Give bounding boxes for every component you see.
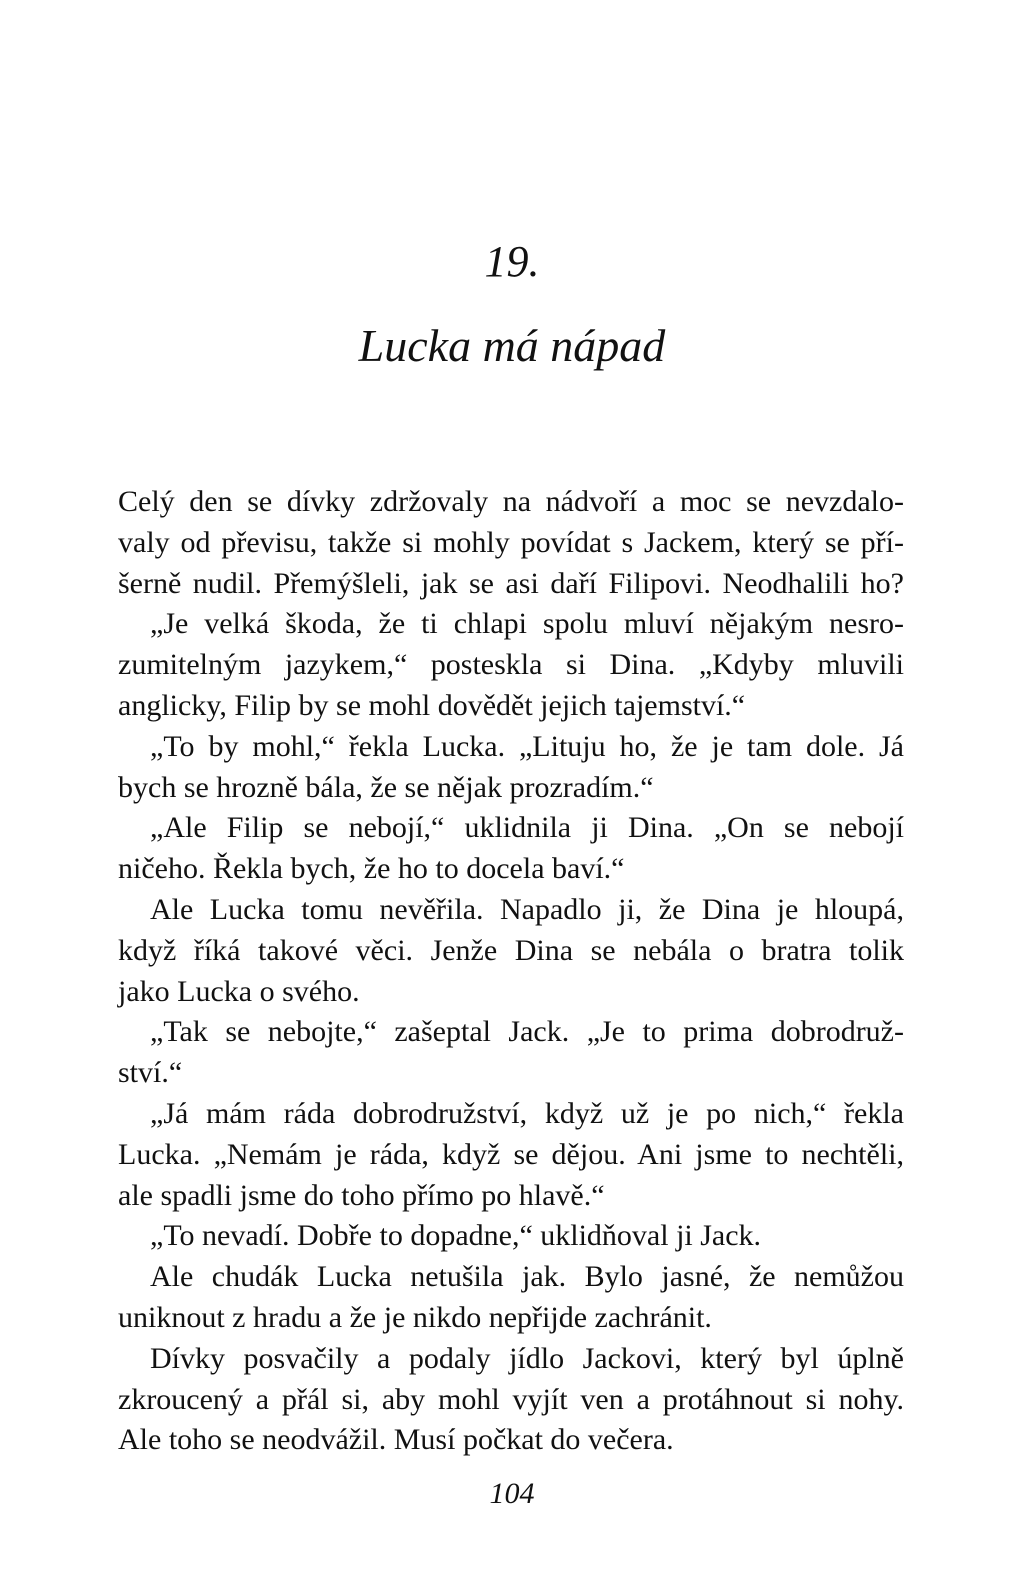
text-line: zumitelným jazykem,“ posteskla si Dina. „Kdyby mluvili: [118, 648, 904, 682]
text-line: „To nevadí. Dobře to dopadne,“ uklidňoval ji Jack.: [150, 1219, 762, 1253]
text-line: uniknout z hradu a že je nikdo nepřijde zachránit.: [118, 1300, 712, 1334]
text-line: Ale toho se neodvážil. Musí počkat do večera.: [118, 1423, 674, 1457]
text-line: Ale chudák Lucka netušila jak. Bylo jasné, že nemůžou: [150, 1260, 904, 1294]
page-number: 104: [489, 1477, 535, 1510]
text-line: ničeho. Řekla bych, že ho to docela baví.“: [118, 852, 625, 886]
text-line: Dívky posvačily a podaly jídlo Jackovi, který byl úplně: [150, 1341, 904, 1375]
text-line: jako Lucka o svého.: [118, 974, 360, 1008]
chapter-title: Lucka má nápad: [358, 320, 666, 371]
text-line: ství.“: [118, 1056, 183, 1090]
text-line: „Tak se nebojte,“ zašeptal Jack. „Je to prima dobrodruž-: [150, 1015, 904, 1049]
text-line: valy od převisu, takže si mohly povídat s Jackem, který se pří-: [118, 525, 904, 559]
text-line: anglicky, Filip by se mohl dovědět jejich tajemství.“: [118, 688, 746, 722]
text-line: Lucka. „Nemám je ráda, když se dějou. Ani jsme to nechtěli,: [118, 1137, 904, 1171]
chapter-number: 19.: [484, 237, 540, 286]
text-line: zkroucený a přál si, aby mohl vyjít ven a protáhnout si nohy.: [118, 1382, 904, 1416]
chapter-body: [118, 482, 904, 1461]
text-line: Celý den se dívky zdržovaly na nádvoří a moc se nevzdalo-: [118, 485, 904, 518]
text-line: když říká takové věci. Jenže Dina se nebála o bratra tolik: [118, 933, 904, 967]
text-line: „Ale Filip se nebojí,“ uklidnila ji Dina. „On se nebojí: [150, 811, 904, 845]
text-line: šerně nudil. Přemýšleli, jak se asi daří Filipovi. Neodhalili ho?: [118, 566, 904, 600]
text-line: „Já mám ráda dobrodružství, když už je po nich,“ řekla: [150, 1096, 904, 1130]
text-line: „To by mohl,“ řekla Lucka. „Lituju ho, že je tam dole. Já: [150, 729, 904, 763]
text-line: Ale Lucka tomu nevěřila. Napadlo ji, že Dina je hloupá,: [150, 892, 904, 926]
text-line: bych se hrozně bála, že se nějak prozradím.“: [118, 770, 654, 804]
text-line: „Je velká škoda, že ti chlapi spolu mluví nějakým nesro-: [150, 607, 904, 641]
text-line: ale spadli jsme do toho přímo po hlavě.“: [118, 1178, 605, 1212]
